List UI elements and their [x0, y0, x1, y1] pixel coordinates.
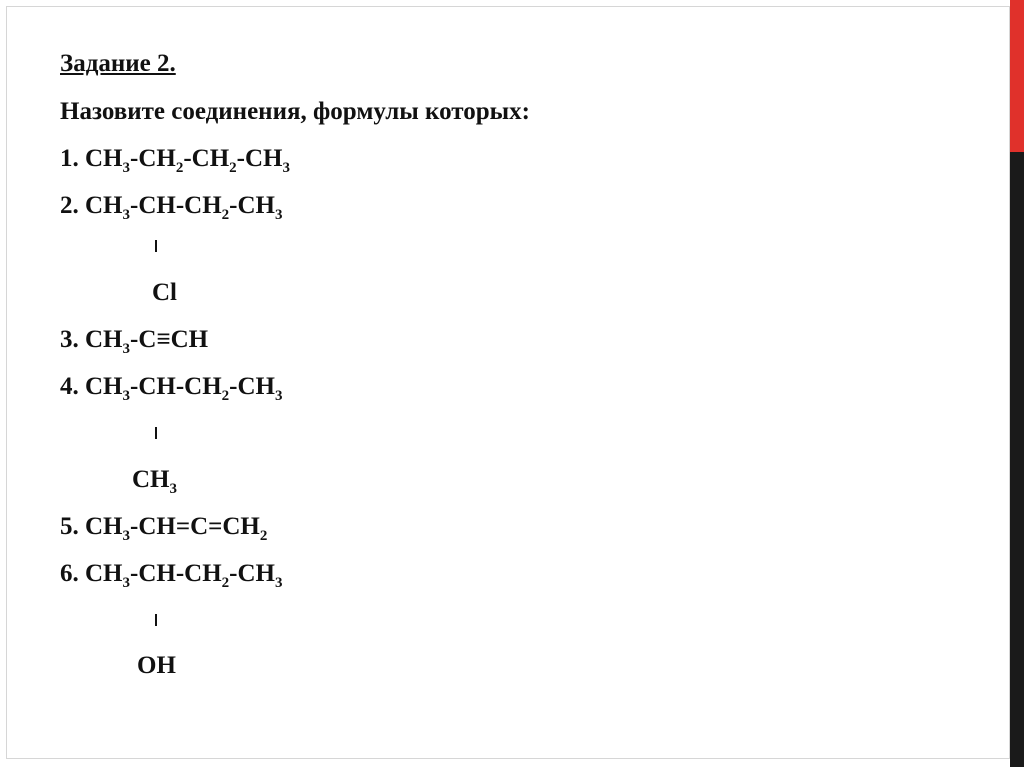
formula-subscript: 3: [274, 207, 283, 223]
compound-6: [60, 559, 282, 589]
compound-number: 6.: [60, 560, 79, 587]
formula-part: -CH-CH: [130, 373, 222, 400]
formula-part: -CH=C=CH: [130, 513, 260, 540]
formula-subscript: 2: [229, 160, 237, 176]
formula-subscript: 3: [122, 160, 130, 176]
compound-number: 1.: [60, 145, 79, 172]
compound-4: [60, 372, 282, 402]
compound-number: 5.: [60, 513, 79, 540]
formula-subscript: 2: [221, 388, 230, 404]
compound-1: [60, 144, 290, 174]
formula-subscript: 2: [259, 528, 268, 544]
formula-part: CH: [85, 326, 123, 353]
substituent-text: Cl: [152, 279, 177, 306]
compound-3: [60, 325, 208, 355]
substituent-6: [137, 651, 176, 681]
task-title: Задание 2.: [60, 50, 176, 77]
formula-subscript: 3: [122, 388, 130, 404]
substituent-4: [132, 465, 177, 495]
accent-bar-red: [1010, 0, 1024, 152]
substituent-text: OH: [137, 652, 176, 679]
formula-part: -CH-CH: [130, 560, 222, 587]
formula-part: -CH: [229, 192, 275, 219]
formula-part: -CH: [229, 373, 275, 400]
bond-line: [155, 427, 157, 439]
substituent-text: CH: [132, 466, 170, 493]
compound-5: [60, 512, 267, 542]
formula-subscript: 3: [122, 528, 130, 544]
bond-line: [155, 240, 157, 252]
formula-subscript: 3: [169, 481, 177, 497]
compound-number: 3.: [60, 326, 79, 353]
formula-part: -CH: [229, 560, 275, 587]
formula-part: -CH-CH: [130, 192, 222, 219]
formula-part: CH: [85, 513, 123, 540]
formula-part: -CH: [183, 145, 230, 172]
accent-bar-dark: [1010, 152, 1024, 767]
formula-subscript: 2: [221, 207, 230, 223]
formula-part: -CH: [130, 145, 176, 172]
formula-part: -CH: [236, 145, 283, 172]
formula-subscript: 3: [274, 575, 283, 591]
formula-subscript: 2: [175, 160, 184, 176]
task-instruction: Назовите соединения, формулы которых:: [60, 98, 530, 125]
formula-subscript: 3: [122, 341, 130, 357]
compound-2: [60, 191, 282, 221]
bond-line: [155, 614, 157, 626]
formula-part: CH: [85, 373, 123, 400]
substituent-2: [152, 278, 177, 308]
formula-subscript: 3: [282, 160, 290, 176]
formula-subscript: 2: [221, 575, 230, 591]
formula-part: CH: [85, 192, 123, 219]
formula-part: CH: [85, 145, 123, 172]
formula-part: CH: [85, 560, 123, 587]
formula-subscript: 3: [122, 575, 130, 591]
compound-number: 4.: [60, 373, 79, 400]
formula-part: -C≡CH: [130, 326, 209, 353]
compound-number: 2.: [60, 192, 79, 219]
formula-subscript: 3: [122, 207, 130, 223]
formula-subscript: 3: [274, 388, 283, 404]
